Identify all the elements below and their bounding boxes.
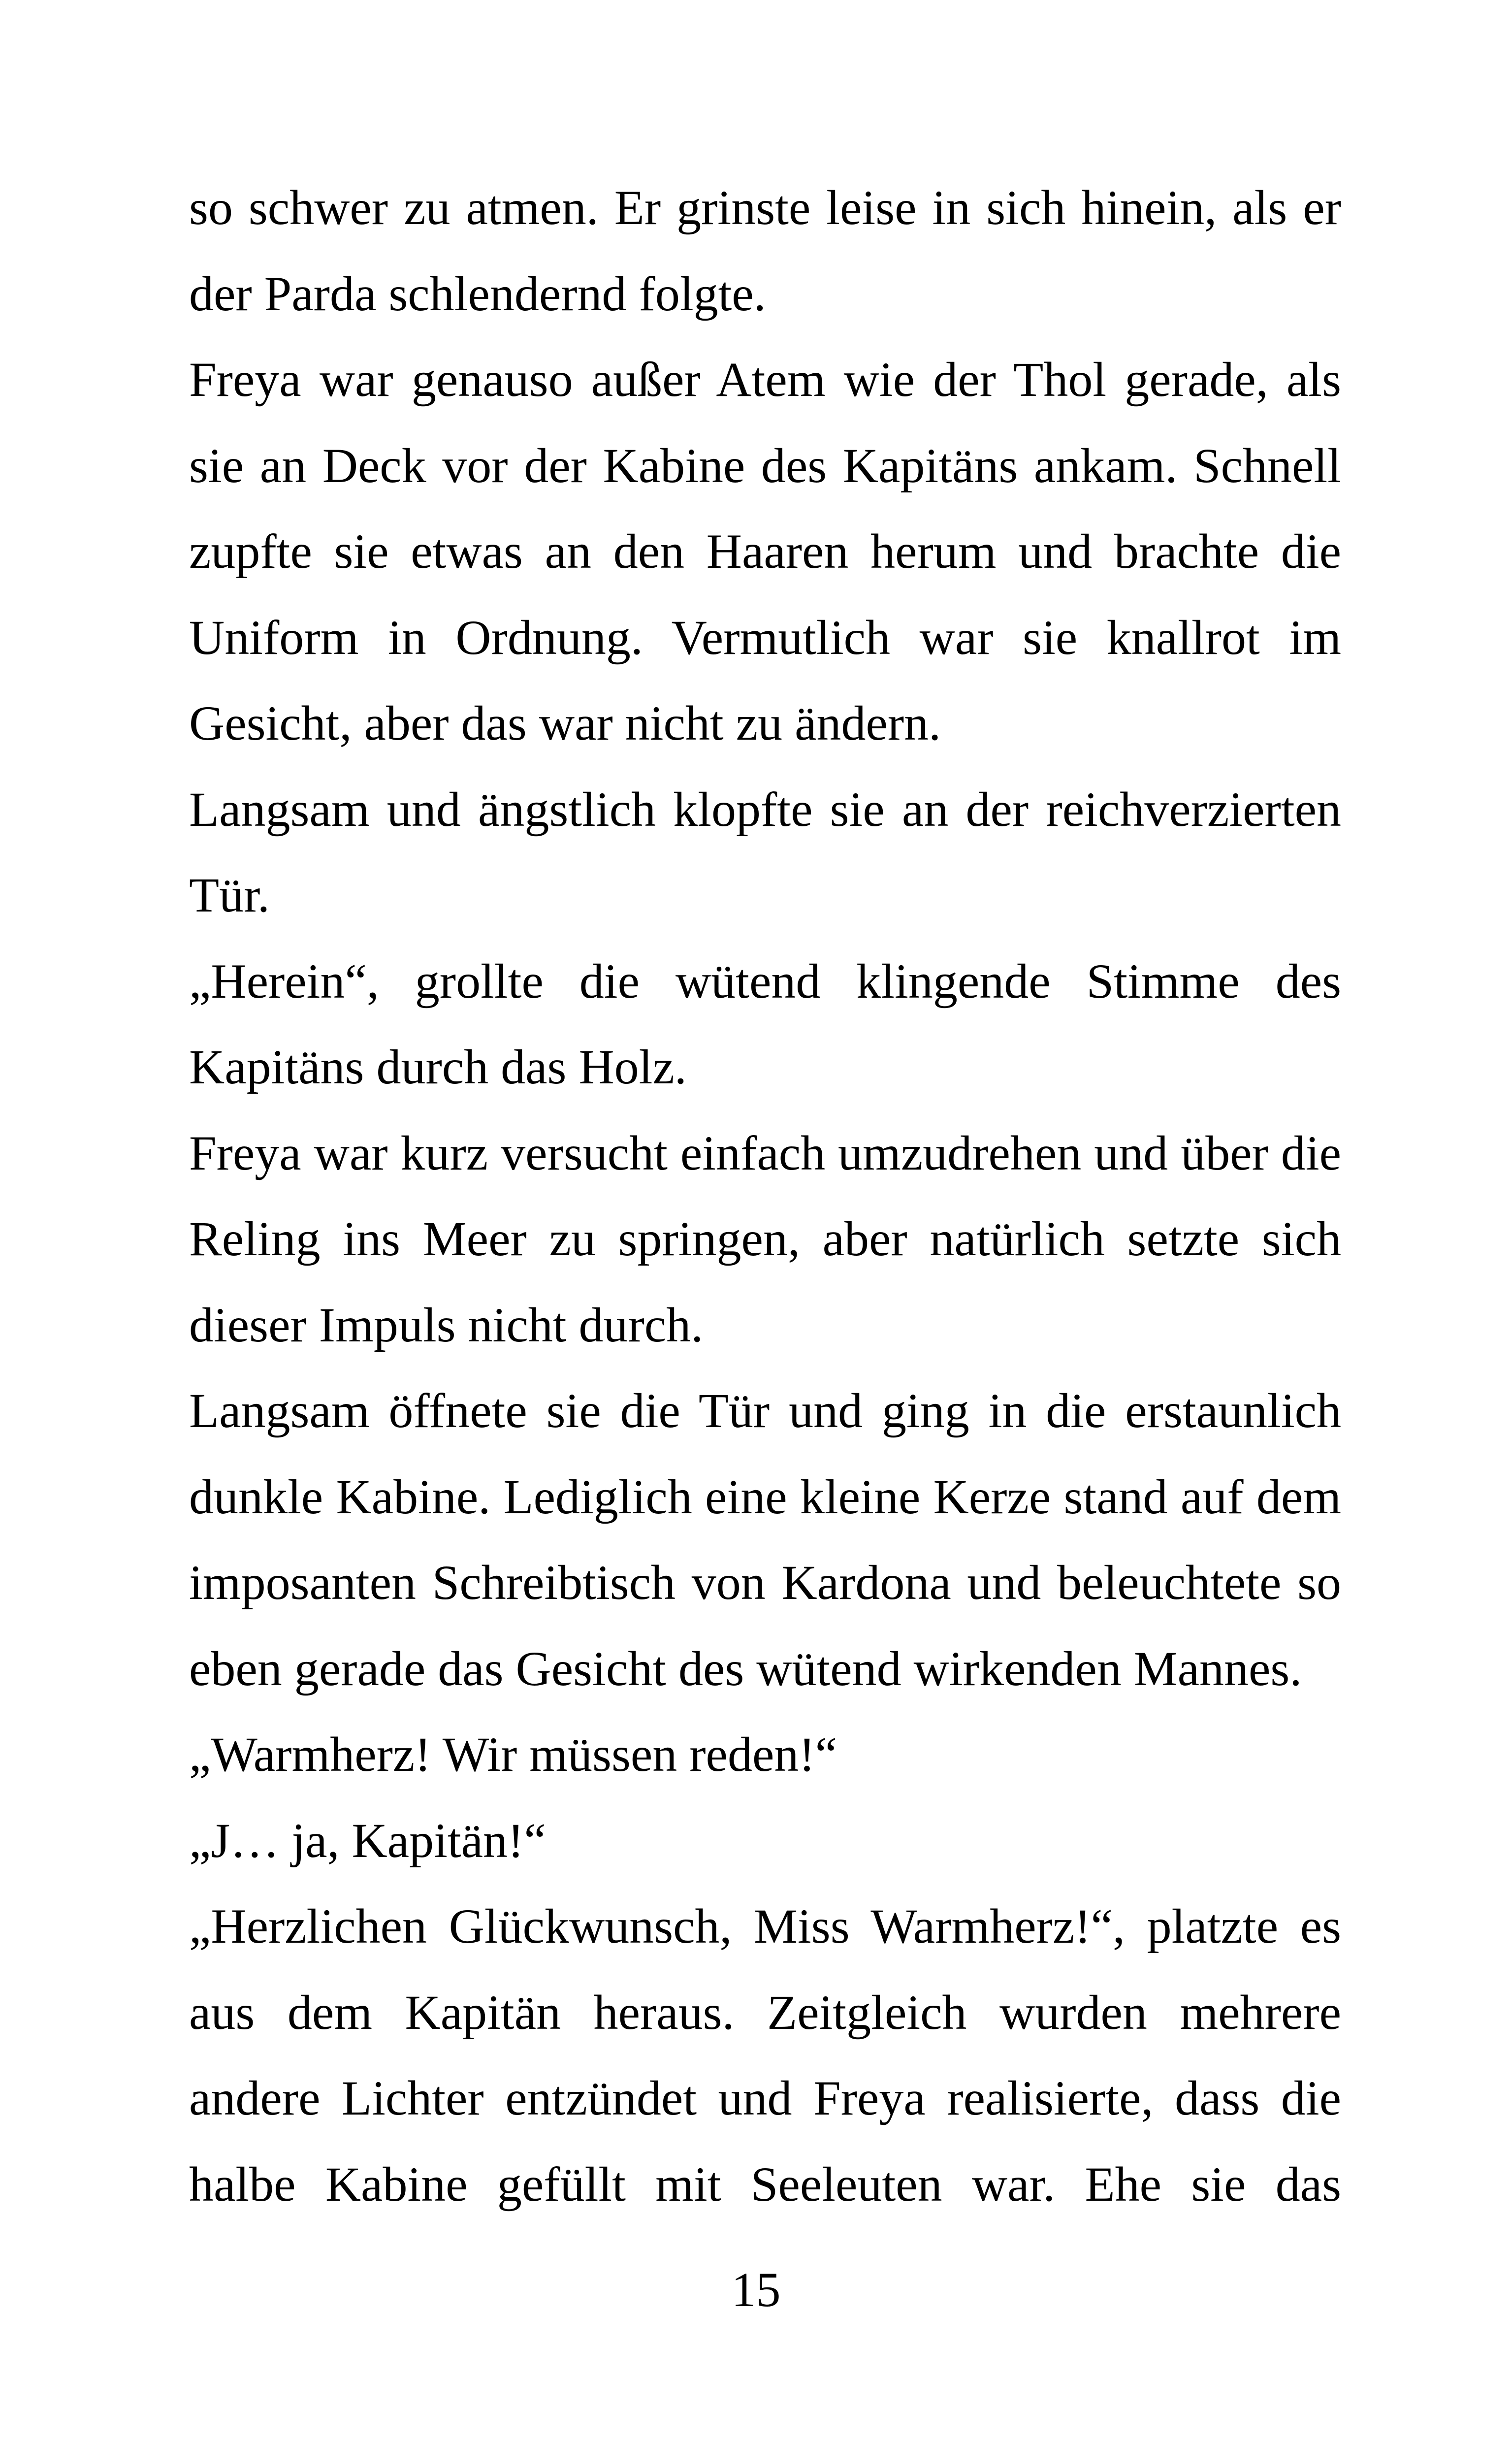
paragraph [189, 939, 1341, 1110]
paragraph [189, 1798, 1341, 1884]
paragraph [189, 165, 1341, 337]
page-number: 15 [731, 2262, 781, 2317]
text-line: eben gerade das Gesicht des wütend wirkenden Mannes. [189, 1641, 1302, 1696]
text-line: Reling ins Meer zu springen, aber natürlich setzte sich [189, 1211, 1341, 1266]
text-line: dunkle Kabine. Lediglich eine kleine Kerze stand auf dem [189, 1469, 1341, 1524]
text-line: Freya war genauso außer Atem wie der Thol gerade, als [189, 352, 1341, 407]
text-line: zupfte sie etwas an den Haaren herum und brachte die [189, 524, 1341, 579]
text-line: Kapitäns durch das Holz. [189, 1040, 687, 1094]
text-line: Uniform in Ordnung. Vermutlich war sie knallrot im [189, 610, 1341, 665]
text-line: „Herzlichen Glückwunsch, Miss Warmherz!“, platzte es [189, 1899, 1341, 1954]
text-line: so schwer zu atmen. Er grinste leise in sich hinein, als er [189, 180, 1341, 235]
text-line: der Parda schlendernd folgte. [189, 266, 766, 321]
paragraph [189, 1712, 1341, 1798]
text-line: „J… ja, Kapitän!“ [189, 1813, 546, 1868]
paragraph [189, 1884, 1341, 2227]
text-line: andere Lichter entzündet und Freya realisierte, dass die [189, 2071, 1341, 2125]
text-line: Langsam und ängstlich klopfte sie an der reichverzierten [189, 782, 1341, 837]
text-line: Langsam öffnete sie die Tür und ging in die erstaunlich [189, 1383, 1341, 1438]
text-line: aus dem Kapitän heraus. Zeitgleich wurden mehrere [189, 1985, 1341, 2040]
text-line: dieser Impuls nicht durch. [189, 1297, 704, 1352]
text-line: „Herein“, grollte die wütend klingende Stimme des [189, 953, 1341, 1009]
text-line: Tür. [189, 868, 270, 922]
text-line: „Warmherz! Wir müssen reden!“ [189, 1727, 837, 1782]
text-line: Gesicht, aber das war nicht zu ändern. [189, 696, 941, 750]
body-text [189, 165, 1341, 2227]
text-line: sie an Deck vor der Kabine des Kapitäns ankam. Schnell [189, 438, 1341, 493]
paragraph [189, 767, 1341, 939]
paragraph [189, 1368, 1341, 1712]
paragraph [189, 1110, 1341, 1368]
text-line: imposanten Schreibtisch von Kardona und beleuchtete so [189, 1555, 1341, 1610]
text-line: Freya war kurz versucht einfach umzudrehen und über die [189, 1125, 1341, 1180]
text-line: halbe Kabine gefüllt mit Seeleuten war. Ehe sie das [189, 2156, 1341, 2212]
paragraph [189, 337, 1341, 767]
